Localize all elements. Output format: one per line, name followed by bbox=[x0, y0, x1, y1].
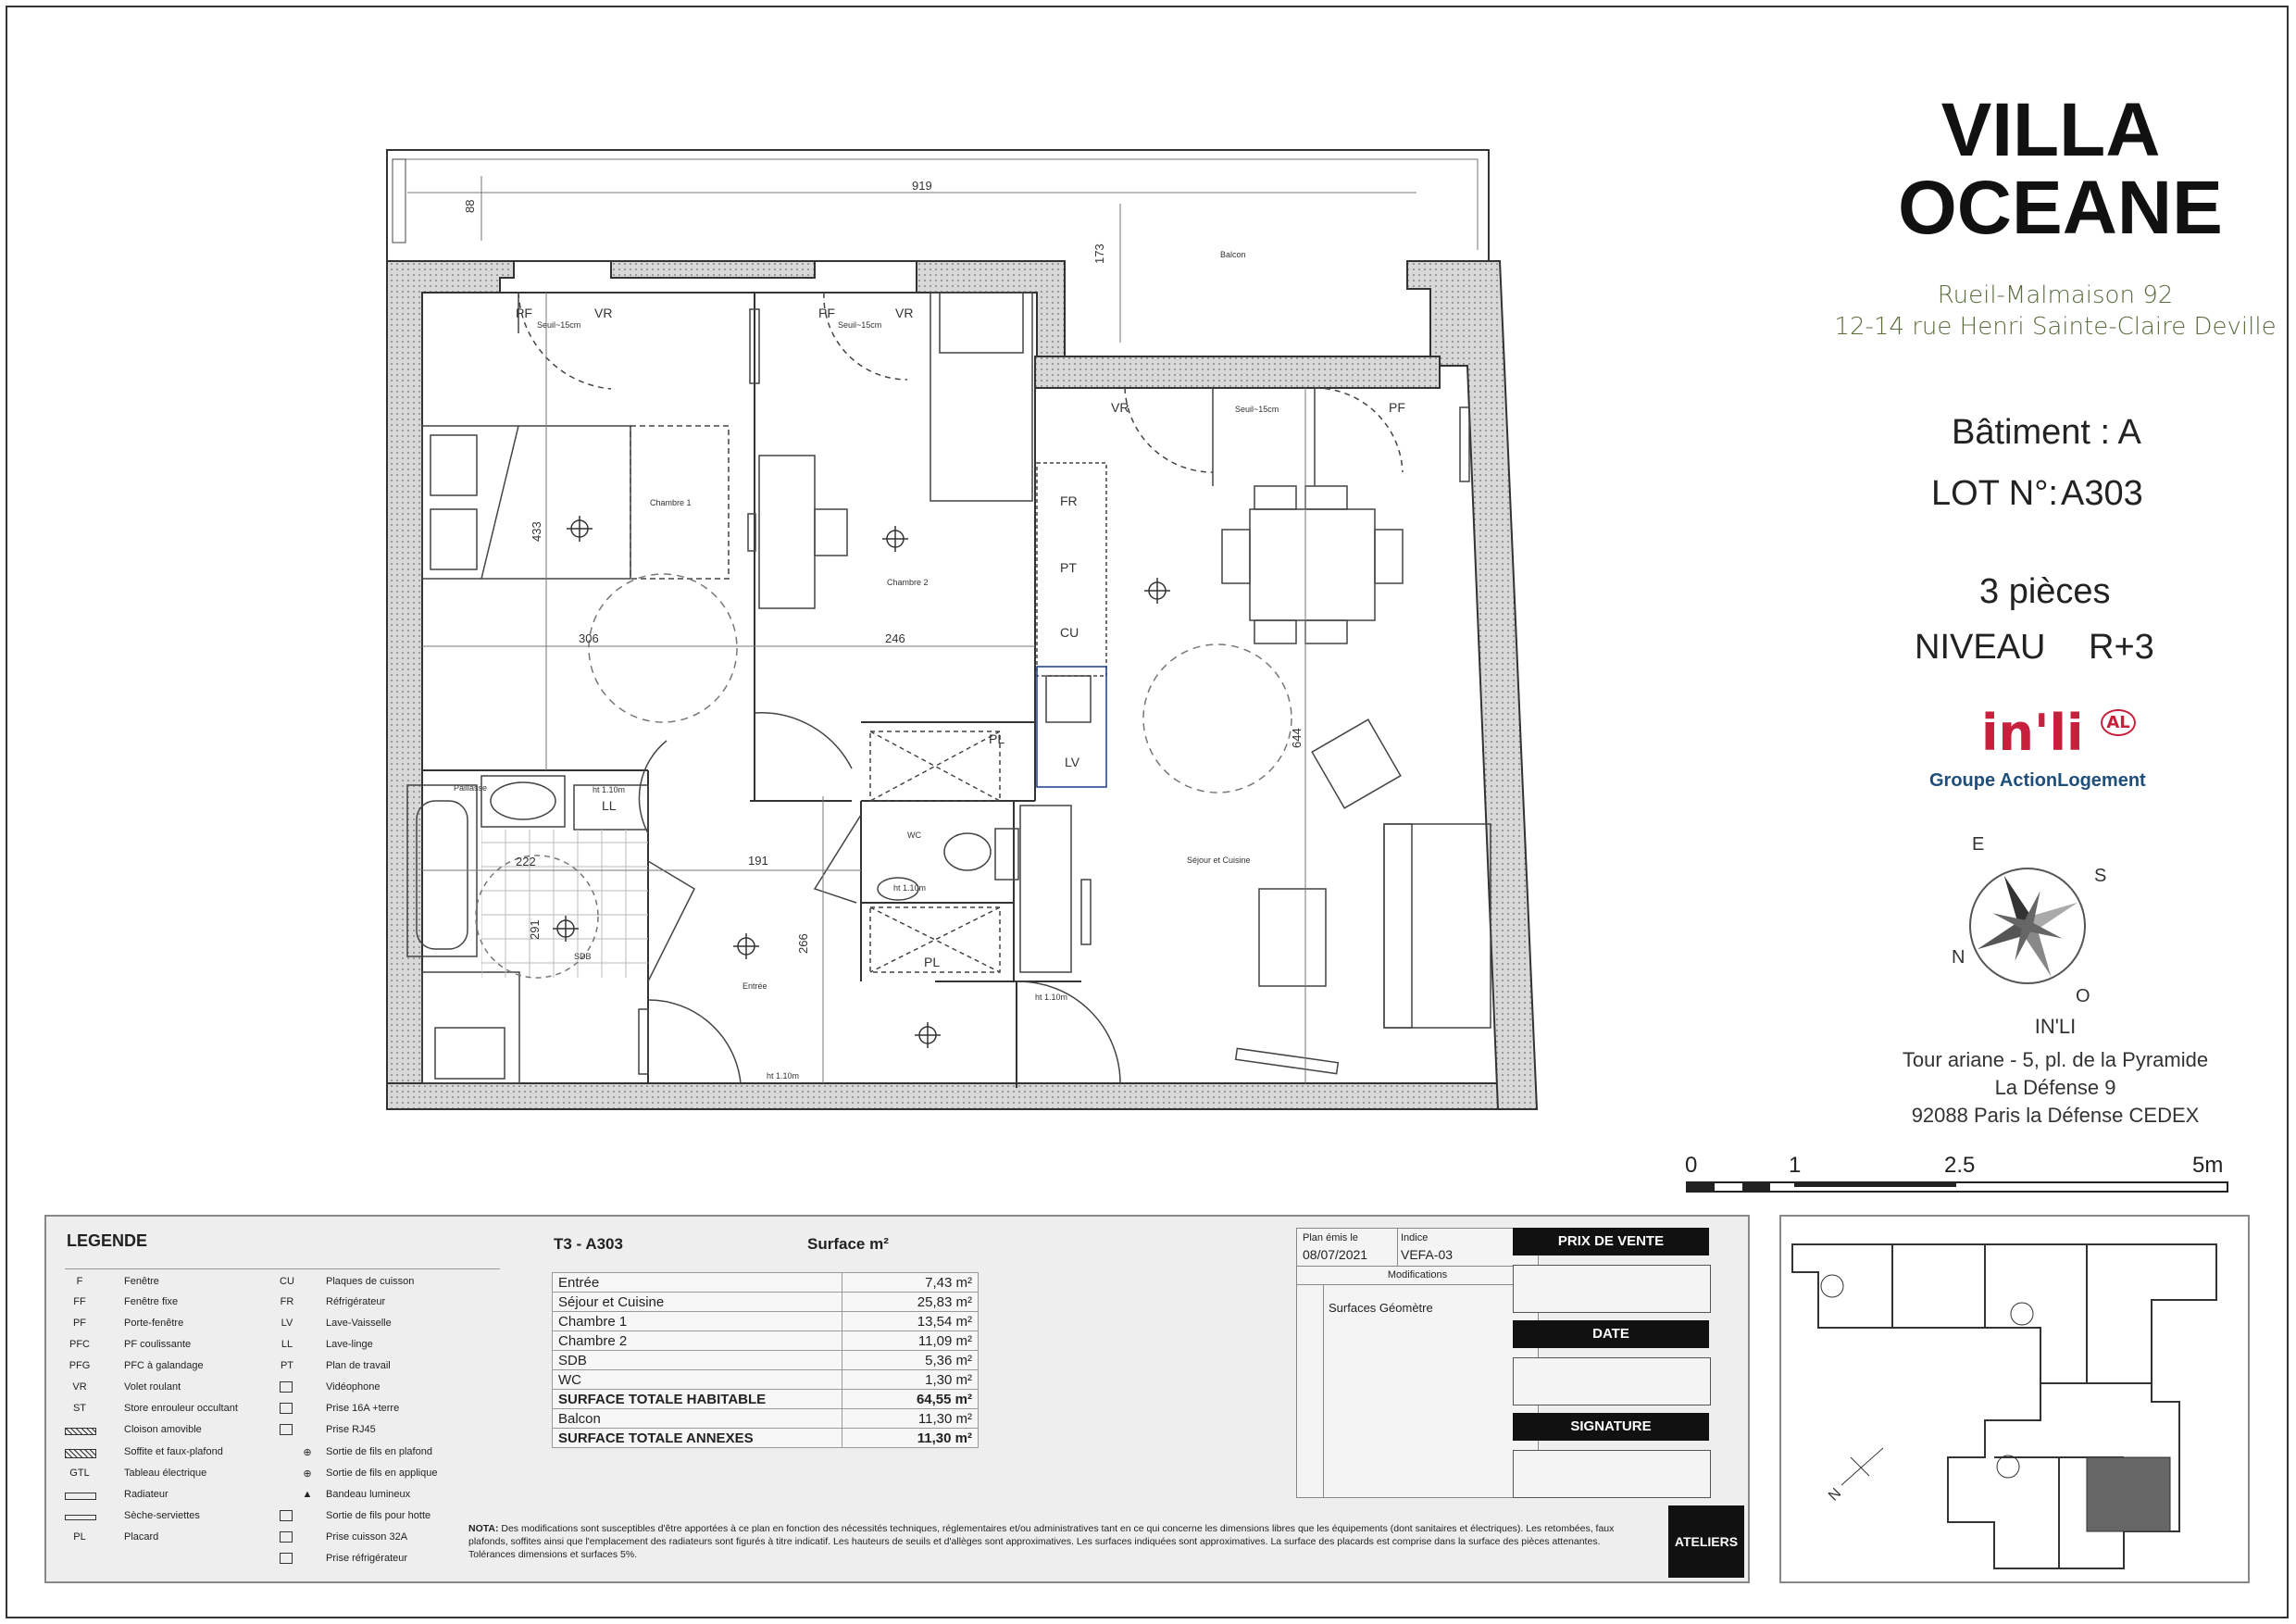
level-label: NIVEAU bbox=[1915, 628, 2046, 667]
dim-919: 919 bbox=[912, 179, 932, 193]
price-field[interactable] bbox=[1513, 1265, 1711, 1313]
pf-label: PF bbox=[516, 306, 532, 320]
nota-text bbox=[468, 1522, 1644, 1561]
lv-label: LV bbox=[1065, 755, 1080, 769]
compass-n: N bbox=[1952, 947, 1965, 968]
room-chambre-2: Chambre 2 bbox=[887, 578, 929, 587]
table-row: SDB 5,36 m² bbox=[553, 1351, 979, 1370]
seuil-label: Seuil~15cm bbox=[1235, 405, 1279, 414]
legend-divider bbox=[65, 1268, 500, 1269]
dim-88: 88 bbox=[463, 199, 477, 213]
compass-rose-icon bbox=[1935, 824, 2120, 1009]
ll-label: LL bbox=[602, 798, 617, 813]
project-title-line-1: VILLA bbox=[1940, 88, 2161, 172]
doors bbox=[639, 713, 1120, 1083]
ht-label: ht 1.10m bbox=[893, 883, 927, 893]
room-sejour: Séjour et Cuisine bbox=[1187, 856, 1251, 865]
surface-heading: Surface m² bbox=[807, 1235, 889, 1253]
inli-logo bbox=[1981, 704, 2136, 762]
room-chambre-1: Chambre 1 bbox=[650, 498, 692, 507]
ht-label: ht 1.10m bbox=[593, 785, 626, 794]
compass-e: E bbox=[1972, 834, 1985, 855]
lot-label: LOT N°: bbox=[1931, 474, 2058, 513]
room-wc: WC bbox=[907, 831, 921, 840]
table-row: SURFACE TOTALE ANNEXES 11,30 m² bbox=[553, 1429, 979, 1448]
furniture-chambre-2 bbox=[748, 293, 1032, 608]
dim-246: 246 bbox=[885, 631, 905, 645]
date-field[interactable] bbox=[1513, 1357, 1711, 1405]
date-label: DATE bbox=[1513, 1320, 1709, 1348]
lot-value: A303 bbox=[2061, 474, 2143, 513]
index-value: VEFA-03 bbox=[1401, 1247, 1454, 1262]
table-row: Balcon 11,30 m² bbox=[553, 1409, 979, 1429]
owner-address-3: 92088 Paris la Défense CEDEX bbox=[1911, 1104, 2200, 1127]
plan-metadata bbox=[1296, 1228, 1539, 1498]
dim-173: 173 bbox=[1092, 244, 1106, 264]
pf-label: PF bbox=[1389, 400, 1405, 415]
dim-433: 433 bbox=[530, 521, 543, 542]
table-row: Chambre 1 13,54 m² bbox=[553, 1312, 979, 1331]
scale-tick-0: 0 bbox=[1685, 1153, 1698, 1178]
owner-address-1: Tour ariane - 5, pl. de la Pyramide bbox=[1902, 1048, 2209, 1071]
dim-644: 644 bbox=[1290, 728, 1304, 748]
dim-291: 291 bbox=[528, 919, 542, 940]
project-title-line-2: OCEANE bbox=[1898, 166, 2223, 250]
compass-s: S bbox=[2094, 866, 2107, 886]
signature-label: SIGNATURE bbox=[1513, 1413, 1709, 1441]
al-badge: AL bbox=[2101, 709, 2135, 736]
surface-table bbox=[552, 1272, 979, 1448]
furniture-sejour bbox=[1125, 388, 1491, 1074]
owner-address-2: La Défense 9 bbox=[1994, 1076, 2116, 1099]
pl-label: PL bbox=[924, 955, 941, 969]
vr-label: VR bbox=[594, 306, 613, 320]
nota-label: NOTA: bbox=[468, 1523, 499, 1534]
scale-tick-2: 2.5 bbox=[1944, 1153, 1976, 1178]
table-row: WC 1,30 m² bbox=[553, 1370, 979, 1390]
inli-logo-text: in'li bbox=[1981, 704, 2084, 762]
table-row: SURFACE TOTALE HABITABLE 64,55 m² bbox=[553, 1390, 979, 1409]
cu-label: CU bbox=[1060, 625, 1079, 640]
modification-entry: Surfaces Géomètre bbox=[1329, 1301, 1433, 1315]
keyplan-north: N bbox=[1826, 1485, 1845, 1505]
action-logement-label bbox=[1929, 770, 2146, 792]
dim-266: 266 bbox=[796, 933, 810, 954]
pt-label: PT bbox=[1060, 560, 1077, 575]
key-plan bbox=[1779, 1215, 2250, 1583]
paillasse-label: Paillasse bbox=[454, 783, 488, 793]
index-label: Indice bbox=[1401, 1232, 1429, 1243]
dim-306: 306 bbox=[579, 631, 599, 645]
table-row: Entrée 7,43 m² bbox=[553, 1273, 979, 1293]
pl-label: PL bbox=[989, 731, 1005, 746]
scale-tick-1: 1 bbox=[1789, 1153, 1802, 1178]
seuil-label: Seuil~15cm bbox=[537, 320, 581, 330]
price-label: PRIX DE VENTE bbox=[1513, 1228, 1709, 1255]
room-balcon: Balcon bbox=[1220, 250, 1246, 259]
vr-label: VR bbox=[1111, 400, 1129, 415]
seuil-label: Seuil~15cm bbox=[838, 320, 882, 330]
owner-name: IN'LI bbox=[2034, 1015, 2077, 1038]
dim-222: 222 bbox=[516, 855, 536, 868]
room-sdb: SDB bbox=[574, 952, 592, 961]
table-row: Séjour et Cuisine 25,83 m² bbox=[553, 1293, 979, 1312]
rooms-count: 3 pièces bbox=[1979, 572, 2111, 611]
compass-o: O bbox=[2076, 986, 2090, 1006]
plan-date: 08/07/2021 bbox=[1303, 1247, 1368, 1262]
signature-field[interactable] bbox=[1513, 1450, 1711, 1498]
wc-and-storage bbox=[815, 731, 1071, 972]
scale-tick-3: 5m bbox=[2192, 1153, 2224, 1178]
project-street: 12-14 rue Henri Sainte-Claire Deville bbox=[1834, 313, 2277, 341]
building-label: Bâtiment : A bbox=[1952, 413, 2141, 452]
current-lot-highlight bbox=[2087, 1457, 2170, 1531]
bed-chambre-1 bbox=[422, 293, 737, 722]
nota-body: Des modifications sont susceptibles d'être apportées à ce plan en fonction des nécessités techniques, réglementaires et/ou administratives tant en ce qui concerne les dimensions libres que les équipements (dont sanitaires et électriques). Les retombées, faux plafonds, soffites ainsi que l'emplacement des radiateurs sont figurés à titre indicatif. Les hauteurs de seuils et d'allèges sont approximatives. Les surfaces indiquées sont approximatives. La surface des placards est comprise dans la surface des pièces attenantes. Tolérances dimensions et surfaces 5%. bbox=[468, 1523, 1615, 1560]
ht-label: ht 1.10m bbox=[1035, 993, 1068, 1002]
plan-date-label: Plan émis le bbox=[1303, 1232, 1358, 1243]
group-name: Groupe ActionLogement bbox=[1929, 770, 2146, 791]
project-city: Rueil-Malmaison 92 bbox=[1937, 281, 2174, 309]
modifications-label: Modifications bbox=[1387, 1269, 1448, 1280]
pf-label: PF bbox=[818, 306, 835, 320]
scale-bar bbox=[1685, 1153, 2231, 1218]
info-panel: LEGENDE F Fenêtre FF Fenêtre fixe PF Porte-fenêtre PFC PF coulissante PFG PFC à galandage VR Volet roulant ST Store enrouleur occultant Cloison amovible Soffite et faux-plafond GTL Tableau électrique Radiateur Sèche-serviettes PL Placard CU Plaques de cuisson FR Réfrigérateur LV Lave-Vaisselle LL Lave-linge PT Plan de travail Vidéophone Prise 16A +terre Prise RJ45 ⊕ Sortie de fils en plafond ⊕ Sortie de fils en applique ▲ Bandeau lumineux Sortie de fils pour hotte Prise cuisson 32A Prise réfrigérateur T3 - A303 Surface m² Entrée 7,43 m² Séjour et Cuisine 25,83 m² Chambre 1 13,54 m² Chambre 2 11,09 m² SDB 5,36 m² WC 1,30 m² SURFACE TOTALE HABITABLE 64,55 m² Balcon 11,30 m² SURFACE TOTALE ANNEXES 11,30 m² Plan émis le 08/07/2021 Indice VEFA-03 Modifications Surfaces Géomètre PRIX DE VENTE DATE SIGNATURE NOTA: Des modifications sont susceptibles d'être apportées à ce plan en fonction des nécessités techniques, réglementaires et/ou administratives tant en ce qui concerne les dimensions libres que les équipements (dont sanitaires et électriques). Les retombées, faux plafonds, soffites ainsi que l'emplacement des radiateurs sont figurés à titre indicatif. Les hauteurs de seuils et d'allèges sont approximatives. Les surfaces indiquées sont approximatives. La surface des placards est comprise dans la surface des pièces attenantes. Tolérances dimensions et surfaces 5%. ATELIERS bbox=[44, 1215, 1750, 1583]
level-value: R+3 bbox=[2089, 628, 2154, 667]
fr-label: FR bbox=[1060, 493, 1078, 508]
architect-logo: ATELIERS bbox=[1668, 1505, 1744, 1578]
unit-type: T3 - A303 bbox=[554, 1235, 623, 1253]
table-row: Chambre 2 11,09 m² bbox=[553, 1331, 979, 1351]
vr-label: VR bbox=[895, 306, 914, 320]
dim-191: 191 bbox=[748, 854, 768, 868]
ht-label: ht 1.10m bbox=[767, 1071, 800, 1081]
room-entree: Entrée bbox=[742, 981, 767, 991]
floor-plan bbox=[0, 0, 1555, 1148]
legend-title: LEGENDE bbox=[67, 1231, 148, 1250]
building-key-plan bbox=[1781, 1217, 2248, 1581]
